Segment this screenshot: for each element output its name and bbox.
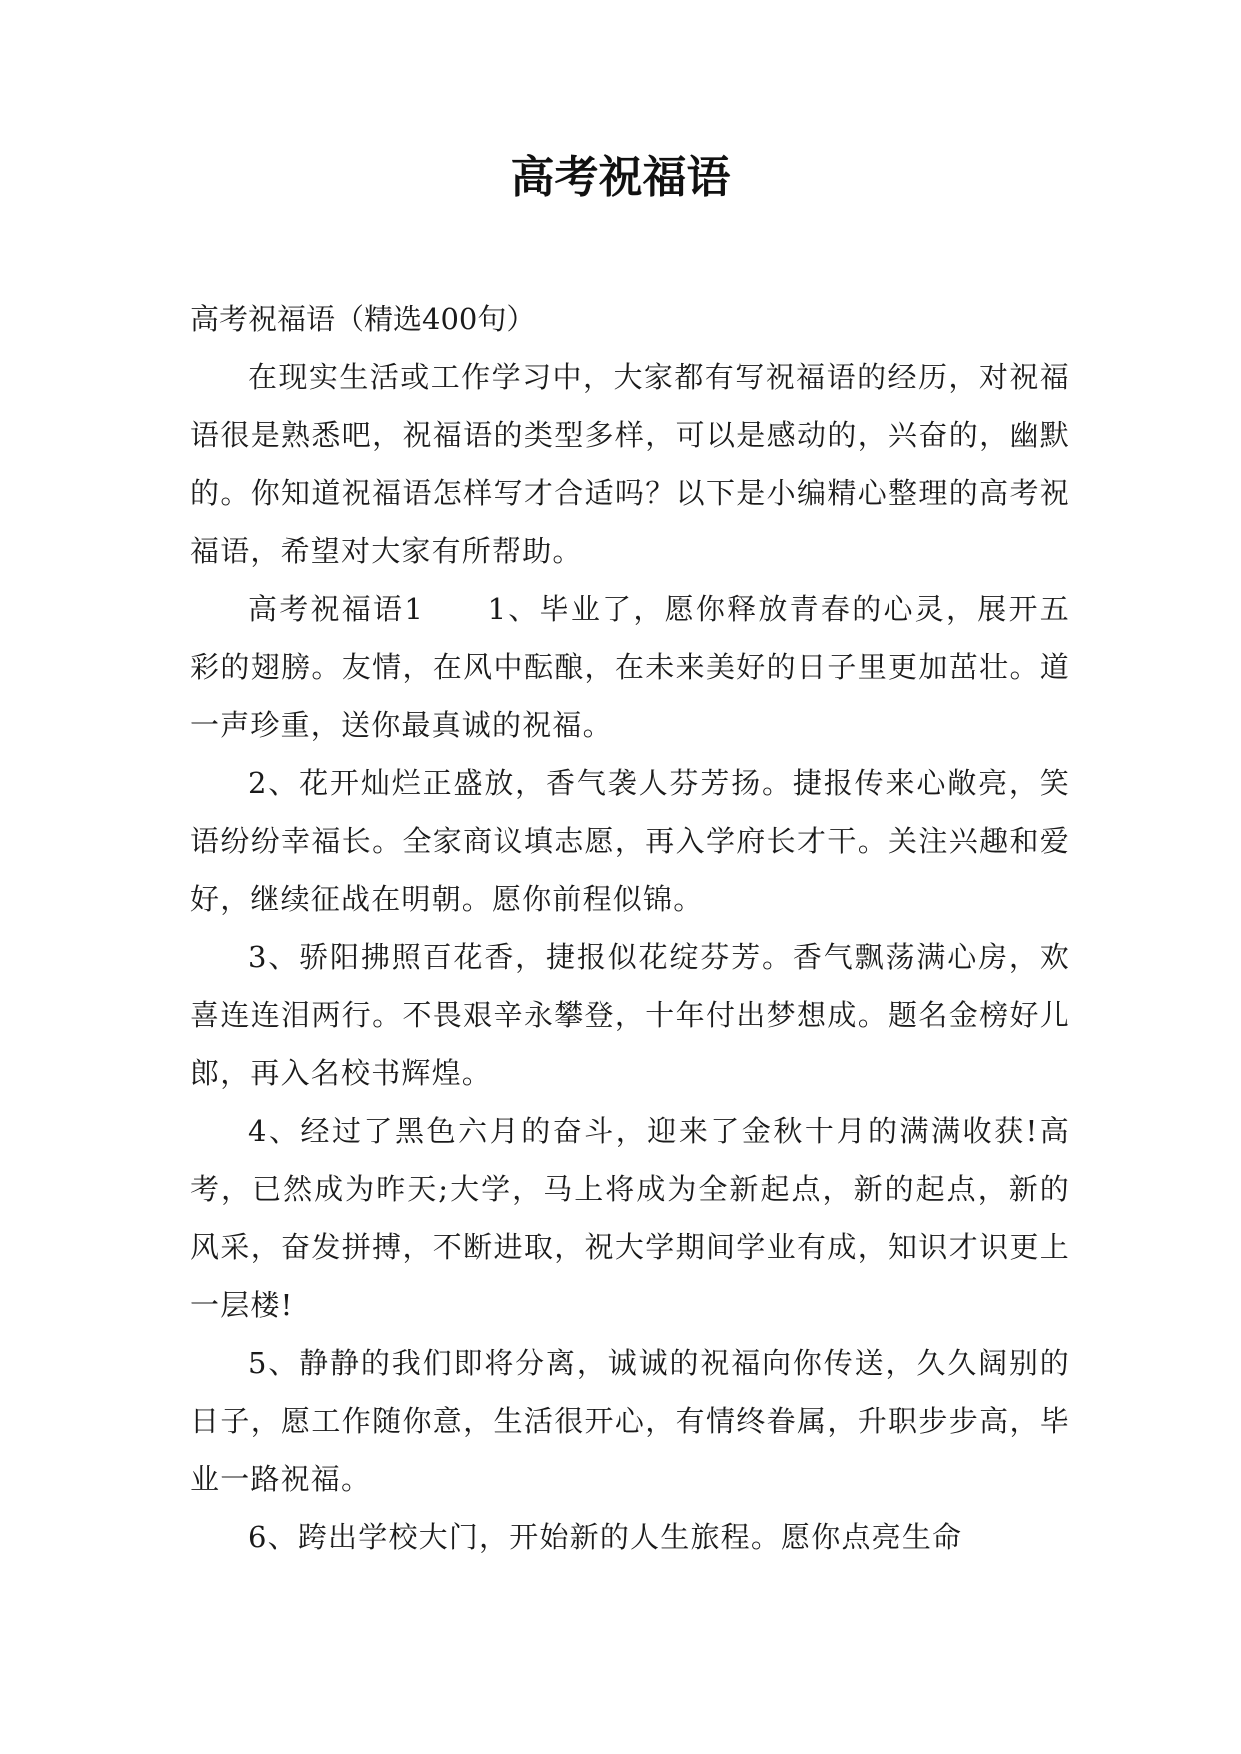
paragraph-intro: 在现实生活或工作学习中，大家都有写祝福语的经历，对祝福语很是熟悉吧，祝福语的类型多样，可以是感动的，兴奋的，幽默的。你知道祝福语怎样写才合适吗？以下是小编精心整理的高考祝福语，希望对大家有所帮助。 <box>190 360 1070 568</box>
paragraph-5: 5、静静的我们即将分离，诚诚的祝福向你传送，久久阔别的日子，愿工作随你意，生活很开心，有情终眷属，升职步步高，毕业一路祝福。 <box>190 1346 1070 1496</box>
document-subtitle: 高考祝福语（精选400句） <box>190 302 536 336</box>
paragraph-6: 6、跨出学校大门，开始新的人生旅程。愿你点亮生命 <box>248 1520 963 1554</box>
document-body <box>190 290 1070 1566</box>
paragraph-4: 4、经过了黑色六月的奋斗，迎来了金秋十月的满满收获!高考，已然成为昨天;大学，马上将成为全新起点，新的起点，新的风采，奋发拼搏，不断进取，祝大学期间学业有成，知识才识更上一层楼! <box>190 1114 1070 1322</box>
document-title: 高考祝福语 <box>510 152 731 203</box>
paragraph-1: 高考祝福语1 1、毕业了，愿你释放青春的心灵，展开五彩的翅膀。友情，在风中酝酿，在未来美好的日子里更加茁壮。道一声珍重，送你最真诚的祝福。 <box>190 592 1070 742</box>
paragraph-2: 2、花开灿烂正盛放，香气袭人芬芳扬。捷报传来心敞亮，笑语纷纷幸福长。全家商议填志愿，再入学府长才干。关注兴趣和爱好，继续征战在明朝。愿你前程似锦。 <box>190 766 1070 916</box>
paragraph-3: 3、骄阳拂照百花香，捷报似花绽芬芳。香气飘荡满心房，欢喜连连泪两行。不畏艰辛永攀登，十年付出梦想成。题名金榜好儿郎，再入名校书辉煌。 <box>190 940 1070 1090</box>
